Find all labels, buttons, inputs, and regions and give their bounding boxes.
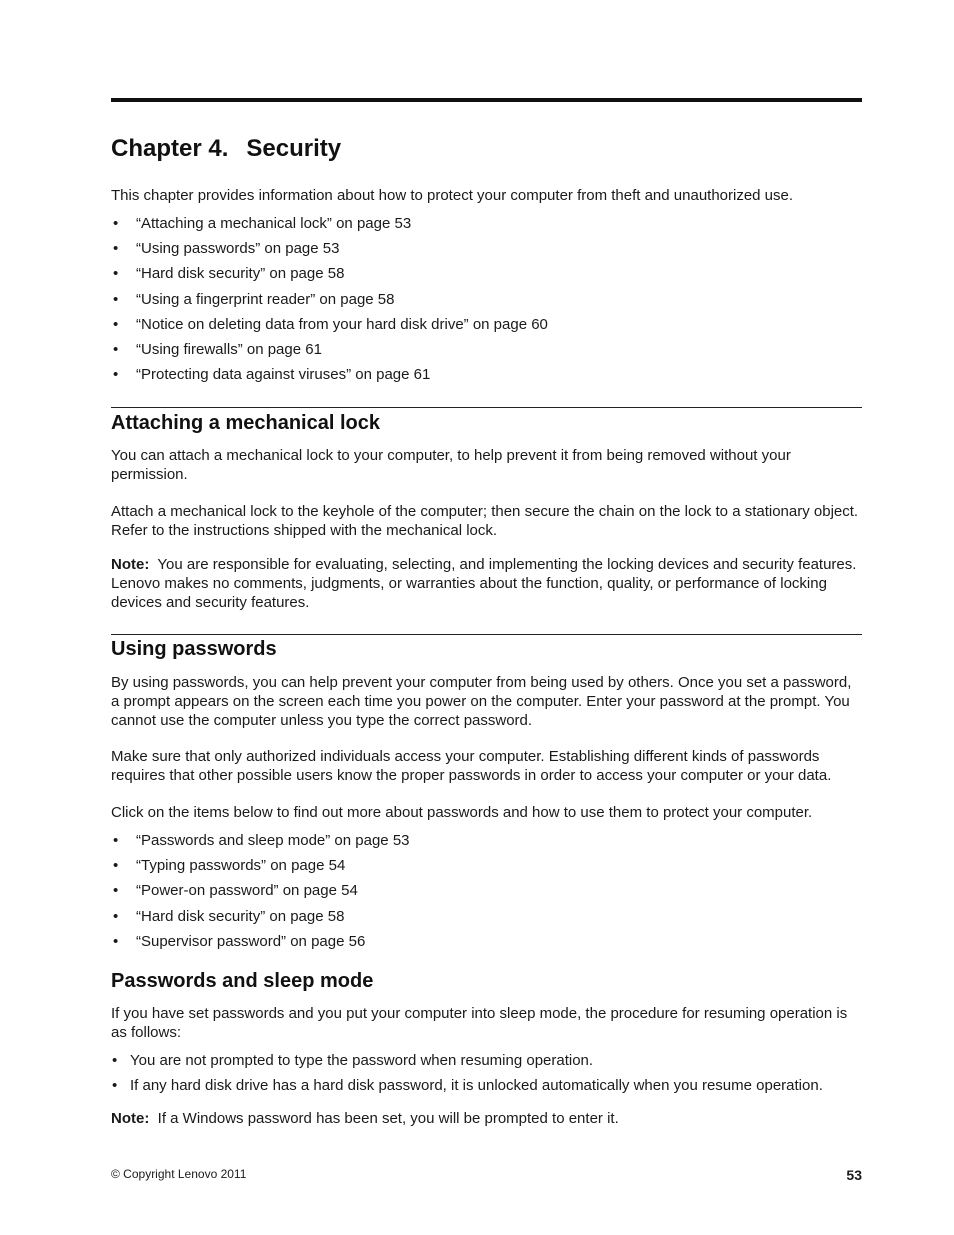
section-heading-passwords: Using passwords — [111, 638, 277, 660]
document-page — [111, 0, 862, 1235]
list-item: • If any hard disk drive has a hard disk password, it is unlocked automatically when you resume operation. — [112, 1077, 823, 1095]
bullet-icon: • — [113, 857, 119, 875]
bullet-icon: • — [113, 340, 119, 358]
note-text: You are responsible for evaluating, selecting, and implementing the locking devices and security features. Lenovo makes no comments, judgments, or warranties about the function, quality, or performance of locking devices and security features. — [111, 556, 857, 611]
bullet-icon: • — [113, 315, 119, 333]
sleep-para-1: If you have set passwords and you put your computer into sleep mode, the procedure for resuming operation is as follows: — [111, 1005, 848, 1041]
passwords-para-2: Make sure that only authorized individuals access your computer. Establishing different kinds of passwords requires that other possible users know the proper passwords in order to access your computer or your data. — [111, 748, 832, 784]
lock-note — [111, 555, 862, 612]
bullet-icon: • — [113, 265, 119, 283]
sleep-note — [111, 1109, 862, 1128]
bullet-icon: • — [113, 907, 119, 925]
list-item: • You are not prompted to type the password when resuming operation. — [112, 1052, 594, 1069]
list-item[interactable]: • “Power-on password” on page 54 — [113, 882, 358, 900]
list-item[interactable]: • “Hard disk security” on page 58 — [113, 907, 345, 925]
chapter-link-list — [111, 214, 548, 390]
bullet-icon: • — [112, 1052, 118, 1069]
note-text: If a Windows password has been set, you will be prompted to enter it. — [157, 1110, 619, 1127]
bullet-icon: • — [113, 932, 119, 950]
page-number: 53 — [846, 1167, 862, 1183]
bullet-icon: • — [113, 240, 119, 258]
list-item[interactable]: • “Using passwords” on page 53 — [113, 240, 340, 258]
bullet-icon: • — [113, 290, 119, 308]
section-rule — [111, 634, 862, 635]
lock-para-1: You can attach a mechanical lock to your computer, to help prevent it from being removed without your permission. — [111, 447, 791, 483]
lock-para-2: Attach a mechanical lock to the keyhole of the computer; then secure the chain on the lock to a stationary object. Refer to the instructions shipped with the mechanical lock. — [111, 503, 859, 539]
sleep-item-list — [111, 1051, 823, 1101]
bullet-icon: • — [113, 882, 119, 900]
passwords-para-3: Click on the items below to find out more about passwords and how to use them to protect your computer. — [111, 804, 813, 821]
list-item[interactable]: • “Attaching a mechanical lock” on page 53 — [113, 215, 412, 232]
chapter-number: Chapter 4. — [111, 135, 229, 162]
bullet-icon: • — [113, 832, 119, 849]
footer-copyright: © Copyright Lenovo 2011 — [111, 1167, 247, 1181]
password-link-list — [111, 831, 410, 957]
list-item[interactable]: • “Protecting data against viruses” on page 61 — [113, 366, 431, 384]
chapter-title — [111, 135, 341, 163]
chapter-intro: This chapter provides information about how to protect your computer from theft and unauthorized use. — [111, 187, 794, 204]
note-label: Note: — [111, 556, 150, 573]
chapter-top-rule — [111, 98, 862, 102]
bullet-icon: • — [113, 366, 119, 384]
section-heading-sleep: Passwords and sleep mode — [111, 970, 374, 992]
list-item[interactable]: • “Supervisor password” on page 56 — [113, 932, 366, 950]
chapter-name: Security — [246, 135, 342, 162]
section-rule — [111, 407, 862, 408]
bullet-icon: • — [112, 1077, 118, 1095]
list-item[interactable]: • “Using a fingerprint reader” on page 58 — [113, 290, 395, 308]
bullet-icon: • — [113, 215, 119, 232]
note-label: Note: — [111, 1110, 150, 1127]
list-item[interactable]: • “Notice on deleting data from your hard disk drive” on page 60 — [113, 315, 548, 333]
passwords-para-1: By using passwords, you can help prevent your computer from being used by others. Once you set a password, a prompt appears on the screen each time you power on the computer. Enter your password at the prompt. You cannot use the computer unless you type the correct password. — [111, 674, 852, 729]
list-item[interactable]: • “Using firewalls” on page 61 — [113, 340, 322, 358]
list-item[interactable]: • “Hard disk security” on page 58 — [113, 265, 345, 283]
section-heading-lock: Attaching a mechanical lock — [111, 412, 380, 434]
list-item[interactable]: • “Typing passwords” on page 54 — [113, 857, 346, 875]
list-item[interactable]: • “Passwords and sleep mode” on page 53 — [113, 832, 410, 849]
